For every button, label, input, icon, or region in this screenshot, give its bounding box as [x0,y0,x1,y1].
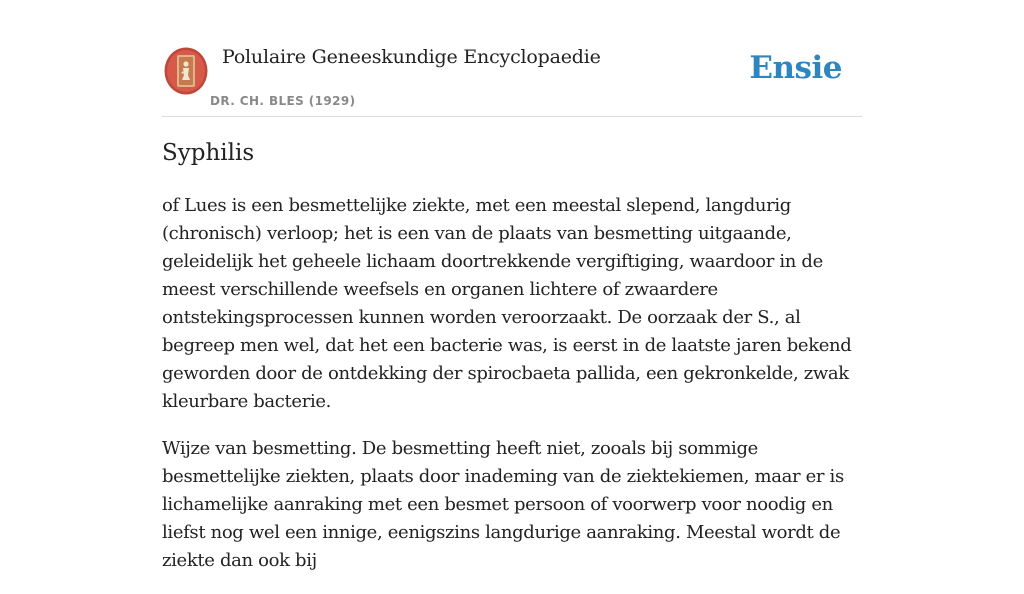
article-paragraph: of Lues is een besmettelijke ziekte, met een meestal slepend, langdurig (chronisch) verloop; het is een van de plaats van besmetting uitgaande, geleidelijk het geheele lichaam doortrekkende vergiftiging, waardoor in de meest verschillende weefsels en organen lichtere of zwaardere ontstekingsprocessen kunnen worden veroorzaakt. De oorzaak der S., al begreep men wel, dat het een bacterie was, is eerst in de laatste jaren bekend geworden door de ontdekking der spirocbaeta pallida, een gekronkelde, zwak kleurbare bacterie. [162,195,852,412]
book-header [162,40,862,117]
article-paragraph: Wijze van besmetting. De besmetting heeft niet, zooals bij sommige besmettelijke ziekten, plaats door inademing van de ziektekiemen, maar er is lichamelijke aanraking met een besmet persoon of voorwerp voor noodig en liefst nog wel een innige, eenigszins langdurige aanraking. Meestal wordt de ziekte dan ook bij [162,438,844,571]
book-author: DR. CH. BLES (1929) [210,94,356,108]
article-title: Syphilis [162,140,255,166]
brand-logo[interactable]: Ensie [749,50,842,86]
book-title[interactable]: Polulaire Geneeskundige Encyclopaedie [222,46,601,68]
book-cover-icon[interactable] [164,47,208,95]
article-body [162,192,872,594]
